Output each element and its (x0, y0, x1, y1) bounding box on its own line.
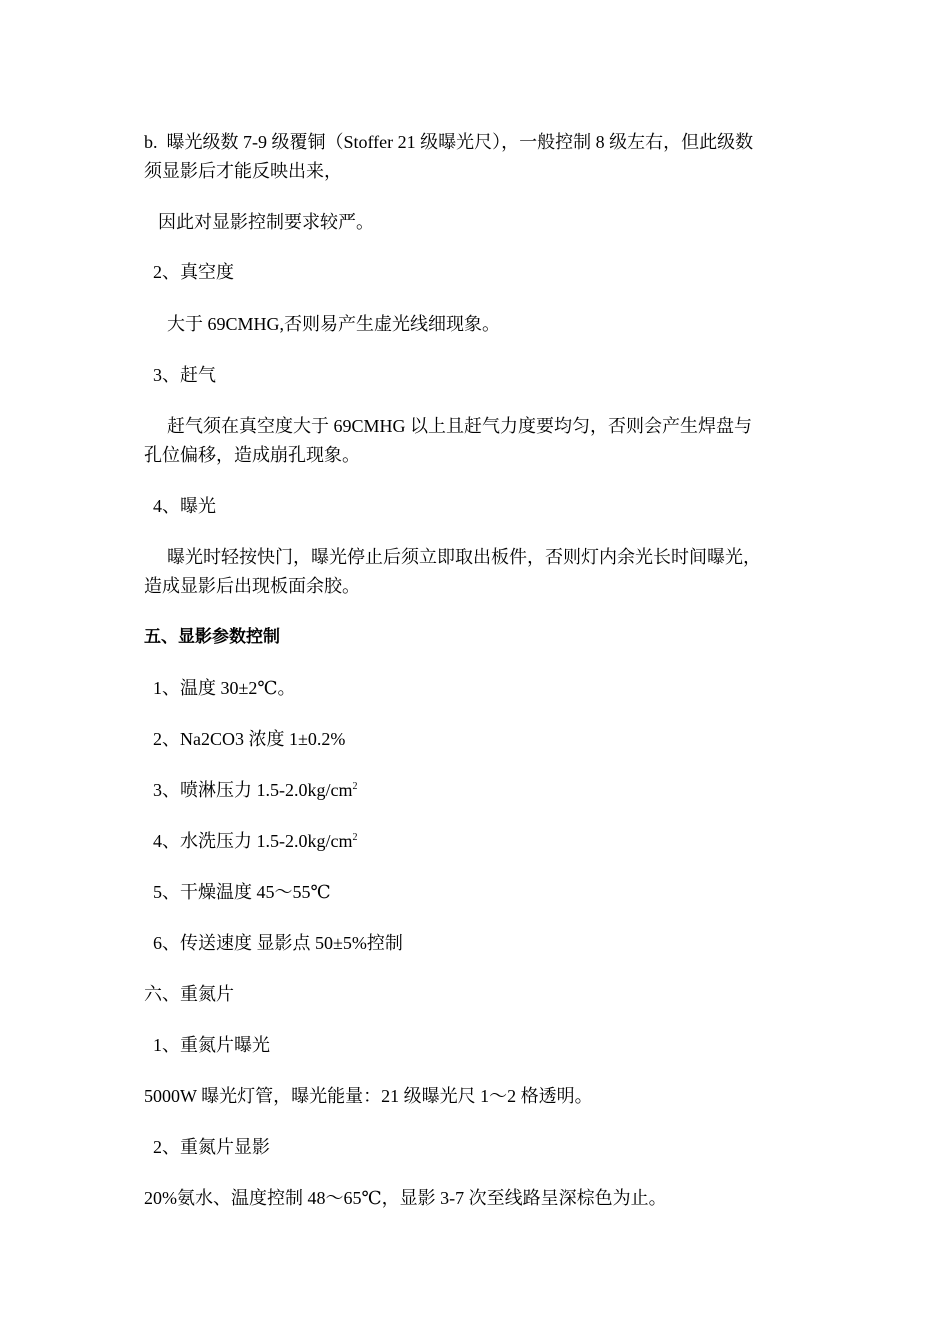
diazo-heading: 六、重氮片 (144, 984, 234, 1004)
develop-item-concentration: 2、Na2CO3 浓度 1±0.2% (153, 729, 346, 749)
develop-item-drying-temperature: 5、干燥温度 45～55℃ (153, 882, 331, 902)
develop-item-spray-pressure (153, 776, 358, 804)
develop-item-temperature: 1、温度 30±2℃。 (153, 678, 296, 698)
develop-item-rinse-pressure (153, 827, 358, 855)
develop-item-conveyor-speed: 6、传送速度 显影点 50±5%控制 (153, 933, 403, 953)
exposure-b-line1: b. 曝光级数 7-9 级覆铜（Stoffer 21 级曝光尺），一般控制 8 级左右，但此级数 (144, 132, 754, 152)
vacuum-heading: 2、真空度 (153, 262, 234, 282)
vacuum-text: 大于 69CMHG,否则易产生虚光线细现象。 (167, 314, 501, 334)
diazo-text2: 20%氨水、温度控制 48～65℃，显影 3-7 次至线路呈深棕色为止。 (144, 1188, 667, 1208)
spray-pressure-text: 3、喷淋压力 1.5-2.0kg/cm (153, 780, 353, 800)
develop-heading: 五、显影参数控制 (144, 627, 280, 647)
expose-text-line2: 造成显影后出现板面余胶。 (144, 576, 360, 596)
rinse-pressure-text: 4、水洗压力 1.5-2.0kg/cm (153, 831, 353, 851)
diazo-sub1: 1、重氮片曝光 (153, 1035, 270, 1055)
degas-heading: 3、赶气 (153, 365, 216, 385)
diazo-text1: 5000W 曝光灯管，曝光能量：21 级曝光尺 1～2 格透明。 (144, 1086, 593, 1106)
exposure-b-line2: 须显影后才能反映出来， (144, 161, 342, 181)
expose-text-line1: 曝光时轻按快门，曝光停止后须立即取出板件，否则灯内余光长时间曝光， (167, 547, 761, 567)
exposure-b-line3: 因此对显影控制要求较严。 (158, 212, 374, 232)
expose-heading: 4、曝光 (153, 496, 216, 516)
spray-pressure-superscript: 2 (352, 781, 358, 792)
degas-text-line1: 赶气须在真空度大于 69CMHG 以上且赶气力度要均匀，否则会产生焊盘与 (167, 416, 753, 436)
rinse-pressure-superscript: 2 (352, 832, 358, 843)
diazo-sub2: 2、重氮片显影 (153, 1137, 270, 1157)
degas-text-line2: 孔位偏移，造成崩孔现象。 (144, 445, 360, 465)
